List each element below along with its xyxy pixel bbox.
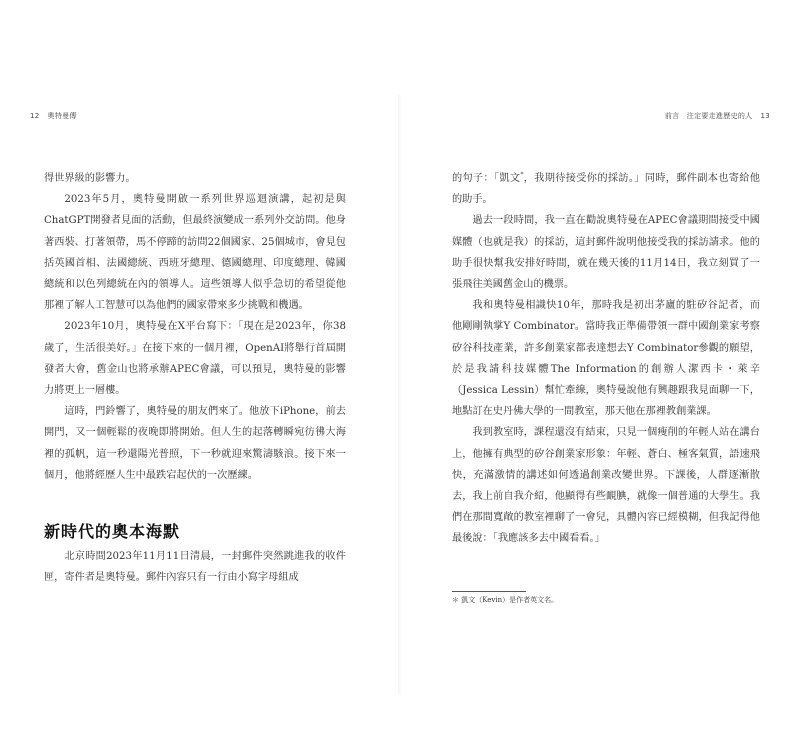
paragraph: 得世界級的影響力。 [44,173,136,184]
right-page-body [452,168,760,550]
paragraph: 我到教室時，課程還沒有結束，只見一個瘦削的年輕人站在講台上，他擁有典型的矽谷創業家形象：年輕、蒼白、極客氣質，語速飛快，充滿激情的講述如何透過創業改變世界。下課後，人群逐漸散去，我上前自我介紹，他顯得有些靦腆，就像一個普通的大學生。我們在那間寬敞的教室裡聊了一會兒，具體內容已經模糊，但我記得他最後說：「我應該多去中國看看。」 [452,427,760,545]
left-page-body [44,168,346,486]
paragraph: 我和奧特曼相識快10年，那時我是初出茅廬的駐矽谷記者，而他剛剛執掌Y Combinator。當時我正準備帶領一群中國創業家考察矽谷科技產業，許多創業家都表達想去Y Combinator參觀的願望，於是我請科技媒體The Information的創辦人潔西卡・萊辛（Jessica Lessin）幫忙牽線，奧特曼說他有興趣跟我見面聊一下，地點訂在史丹佛大學的一間教室，那天他在那裡教創業課。 [452,300,760,418]
section-heading: 新時代的奧本海默 [44,522,181,541]
text-span: 的句子：「凱文 [452,173,521,184]
paragraph: 2023年5月，奧特曼開啟一系列世界巡迴演講，起初是與ChatGPT開發者見面的活動，但最終演變成一系列外交訪問。他身著西裝、打著領帶，馬不停蹄的訪問22個國家、25個城市，會見包括英國首相、法國總統、西班牙總理、德國總理、印度總理、韓國總統和以色列總統在內的領導人。這些領導人似乎急切的希望從他那裡了解人工智慧可以為他們的國家帶來多少挑戰和機遇。 [44,194,346,312]
text-span: ，我期待接受你的採訪。」同時，郵件副本也寄給他的助手。 [452,173,760,206]
paragraph-continued [452,168,760,210]
left-page-section-body [44,546,346,588]
left-running-title: 奧特曼傳 [47,112,77,120]
paragraph: 北京時間2023年11月11日清晨，一封郵件突然跳進我的收件匣，寄件者是奧特曼。郵件內容只有一行由小寫字母組成 [44,551,346,584]
right-page-header [665,111,770,121]
footnote: ＊ 凱文（Kevin）是作者英文名。 [452,596,559,604]
gutter-shadow [398,95,402,695]
footnote-mark: * [520,171,524,179]
left-page-header [30,111,77,121]
left-page-number: 12 [30,112,40,120]
paragraph: 過去一段時間，我一直在勸說奧特曼在APEC會議期間接受中國媒體（也就是我）的採訪，這封郵件說明他接受我的採訪請求。他的助手很快幫我安排好時間，就在幾天後的11月14日，我立刻買了一張飛往美國舊金山的機票。 [452,215,760,291]
right-page-number: 13 [760,112,770,120]
right-running-title: 前言 注定要走進歷史的人 [664,112,753,120]
paragraph: 2023年10月，奧特曼在X平台寫下：「現在是2023年，你38歲了，生活很美好。」在接下來的一個月裡，OpenAI將舉行首屆開發者大會，舊金山也將承辦APEC會議，可以預見，奧特曼的影響力將更上一層樓。 [44,321,346,397]
footnote-rule [452,591,526,592]
paragraph: 這時，門鈴響了，奧特曼的朋友們來了。他放下iPhone，前去開門，又一個輕鬆的夜晚即將開始。但人生的起落轉瞬宛彷彿大海裡的孤帆，這一秒還陽光普照，下一秒就迎來驚濤駭浪。接下來一個月，他將經歷人生中最跌宕起伏的一次歷練。 [44,406,346,481]
